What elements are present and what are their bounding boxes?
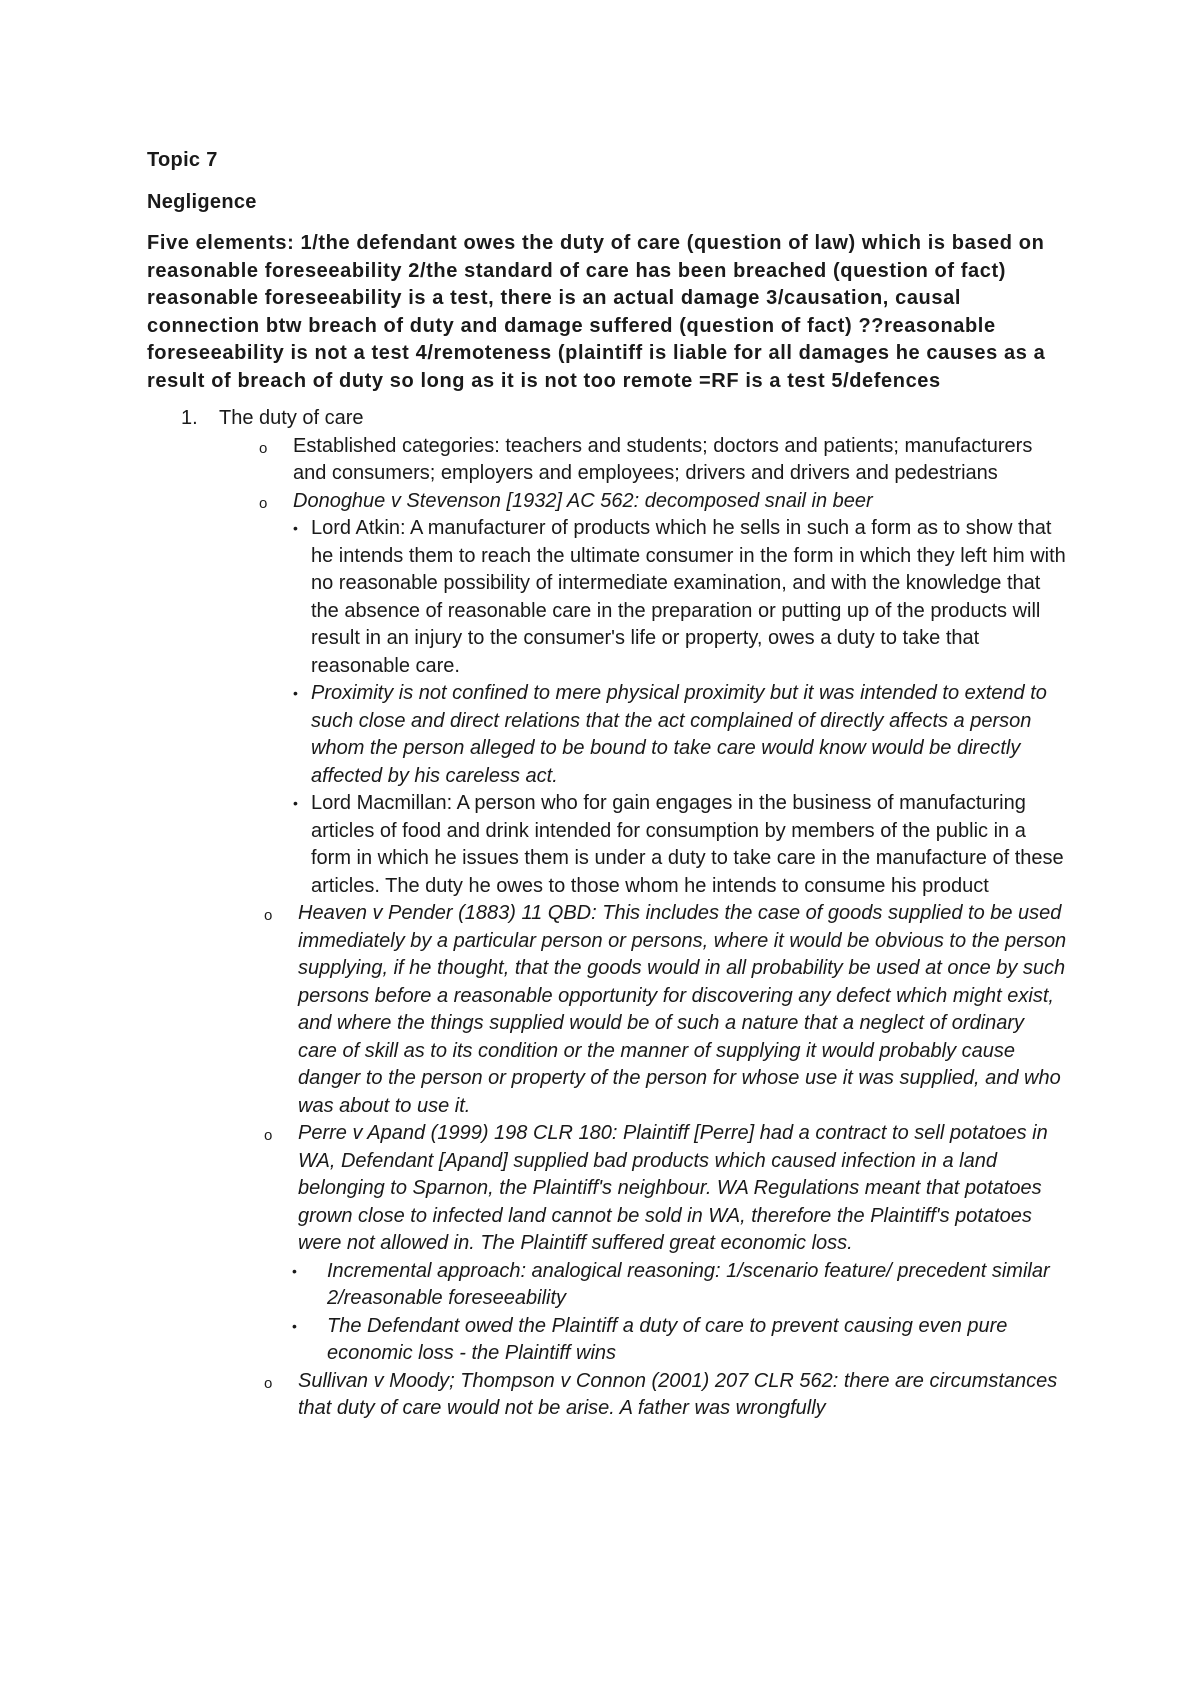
circle-bullet-icon: o [264, 1374, 273, 1392]
sub-item-text: Heaven v Pender (1883) 11 QBD: This includes the case of goods supplied to be used immediately by a particular person or persons, where it would be obvious to the person supplying, if he thought, that the goods would in all probability be used at once by such persons before a reasonable opportunity for discovering any defect which might exist, and where the things supplied would be of such a nature that a neglect of ordinary care of skill as to its condition or the manner of supplying it would probably cause danger to the person or property of the person for whose use it was supplied, and who was about to use it. [298, 902, 1067, 1117]
sub-item-text: Sullivan v Moody; Thompson v Connon (2001) 207 CLR 562: there are circumstances that duty of care would not be arise. A father was wrongfully [298, 1369, 1058, 1419]
circle-bullet-icon: o [259, 439, 268, 457]
circle-bullet-icon: o [264, 1127, 273, 1144]
bullet-text: The Defendant owed the Plaintiff a duty of care to prevent causing even pure economic loss - the Plaintiff wins [327, 1314, 1008, 1364]
bullet-text: Incremental approach: analogical reasoning: 1/scenario feature/ precedent similar 2/reasonable foreseeability [327, 1259, 1050, 1309]
document-body [147, 146, 1067, 1423]
sub-item-sullivan-v-moody [147, 1368, 1067, 1423]
bullet-defendant-owed-duty [147, 1313, 1067, 1368]
bullet-lord-atkin [147, 515, 1067, 680]
bullet-text: Lord Macmillan: A person who for gain engages in the business of manufacturing articles of food and drink intended for consumption by members of the public in a form in which he issues them is under a duty to take care in the manufacture of these articles. The duty he owes to those whom he intends to consume his product [311, 792, 1064, 897]
sub-item-text: Donoghue v Stevenson [1932] AC 562: decomposed snail in beer [293, 489, 873, 512]
bullet-icon: • [293, 795, 298, 811]
sub-item-established-categories [147, 433, 1067, 488]
list-number: 1. [181, 407, 198, 429]
sub-item-perre-v-apand [147, 1120, 1067, 1258]
bullet-icon: • [293, 685, 298, 701]
sub-item-text: Established categories: teachers and students; doctors and patients; manufacturers and consumers; employers and employees; drivers and drivers and pedestrians [293, 434, 1033, 484]
intro-paragraph: Five elements: 1/the defendant owes the duty of care (question of law) which is based on reasonable foreseeability 2/the standard of care has been breached (question of fact) reasonable foreseeability is a test, there is an actual damage 3/causation, causal connection btw breach of duty and damage suffered (question of fact) ??reasonable foreseeability is not a test 4/remoteness (plaintiff is liable for all damages he causes as a result of breach of duty so long as it is not too remote =RF is a test 5/defences [147, 232, 1046, 392]
bullet-icon: • [292, 1262, 297, 1279]
bullet-text: Proximity is not confined to mere physical proximity but it was intended to extend to such close and direct relations that the act complained of directly affects a person whom the person alleged to be bound to take care would know would be directly affected by his careless act. [311, 682, 1047, 787]
bullet-incremental-approach [147, 1258, 1067, 1313]
topic-heading: Topic 7 [147, 149, 218, 171]
list-item-label: The duty of care [219, 407, 364, 429]
circle-bullet-icon: o [259, 494, 268, 512]
bullet-lord-macmillan [147, 790, 1067, 900]
sub-item-heaven-v-pender [147, 900, 1067, 1120]
bullet-text: Lord Atkin: A manufacturer of products which he sells in such a form as to show that he intends them to reach the ultimate consumer in the form in which they left him with no reasonable possibility of intermediate examination, and with the knowledge that the absence of reasonable care in the preparation or putting up of the products will result in an injury to the consumer's life or property, owes a duty to take that reasonable care. [311, 517, 1066, 677]
sub-item-donoghue [147, 488, 1067, 516]
bullet-icon: • [293, 520, 298, 536]
subject-heading: Negligence [147, 191, 257, 213]
list-item-duty-of-care [147, 405, 1067, 433]
sub-item-text: Perre v Apand (1999) 198 CLR 180: Plaintiff [Perre] had a contract to sell potatoes in WA, Defendant [Apand] supplied bad products which caused infection in a land belonging to Sparnon, the Plaintiff's neighbour. WA Regulations meant that potatoes grown close to infected land cannot be sold in WA, therefore the Plaintiff's potatoes were not allowed in. The Plaintiff suffered great economic loss. [298, 1122, 1048, 1254]
bullet-icon: • [292, 1317, 297, 1334]
bullet-proximity [147, 680, 1067, 790]
circle-bullet-icon: o [264, 907, 273, 924]
